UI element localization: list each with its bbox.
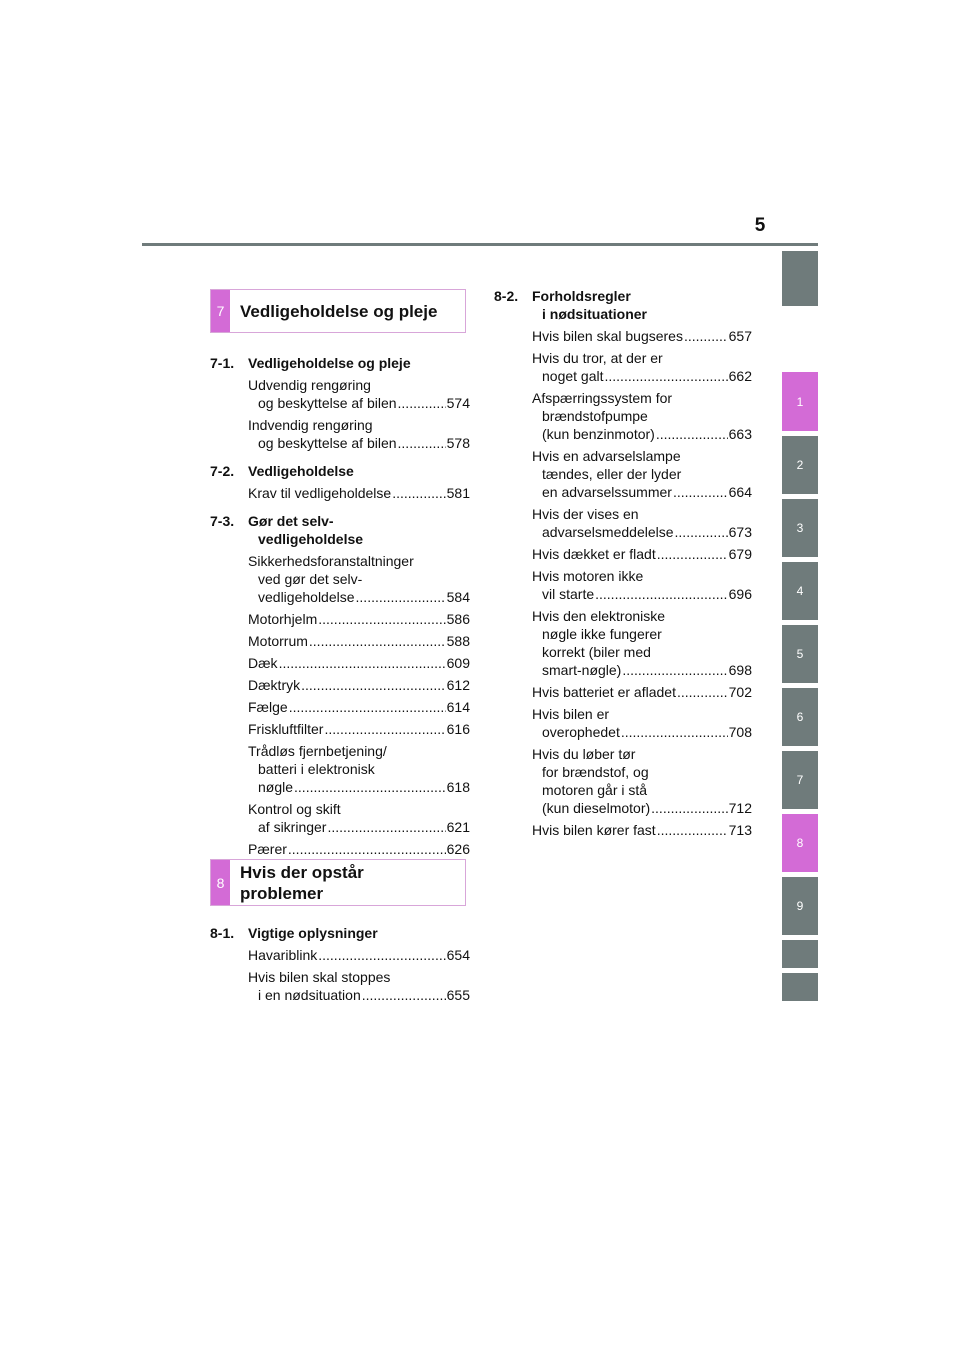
toc-entry[interactable]: Hvis du løber tør for brændstof, og motoren går i stå (kun dieselmotor) ..... 712	[532, 745, 752, 817]
toc-entry[interactable]: Indvendig rengøring og beskyttelse af bilen ..... 578	[248, 416, 470, 452]
toc-entry[interactable]: Sikkerhedsforanstaltninger ved gør det selv- vedligeholdelse ..... 584	[248, 552, 470, 606]
toc-entry[interactable]: Kontrol og skift af sikringer ..... 621	[248, 800, 470, 836]
toc-entry[interactable]: Krav til vedligeholdelse ..... 581	[248, 484, 470, 502]
section-number: 8	[211, 860, 230, 905]
tab-4[interactable]: 4	[782, 562, 818, 620]
toc-entry[interactable]: Fælge ..... 614	[248, 698, 470, 716]
toc-entry[interactable]: Hvis en advarselslampe tændes, eller der lyder en advarselssummer ..... 664	[532, 447, 752, 501]
toc-entry[interactable]: Hvis dækket er fladt ..... 679	[532, 545, 752, 563]
tab-7[interactable]: 7	[782, 751, 818, 809]
tab-blank-1[interactable]	[782, 940, 818, 968]
tab-blank-top[interactable]	[782, 251, 818, 306]
header-rule	[142, 243, 818, 246]
toc-entry[interactable]: Motorhjelm ..... 586	[248, 610, 470, 628]
toc-entry[interactable]: Trådløs fjernbetjening/ batteri i elektronisk nøgle ..... 618	[248, 742, 470, 796]
toc-chapter-7-3[interactable]: 7-3. Gør det selv- vedligeholdelse	[210, 513, 364, 547]
toc-chapter-7-1[interactable]: 7-1. Vedligeholdelse og pleje	[210, 355, 411, 371]
toc-chapter-8-1[interactable]: 8-1. Vigtige oplysninger	[210, 925, 378, 941]
toc-entry[interactable]: Hvis batteriet er afladet ..... 702	[532, 683, 752, 701]
toc-entry[interactable]: Friskluftfilter ..... 616	[248, 720, 470, 738]
toc-entry[interactable]: Hvis der vises en advarselsmeddelelse ..... 673	[532, 505, 752, 541]
tab-3[interactable]: 3	[782, 499, 818, 557]
toc-column-left-top	[210, 354, 470, 862]
toc-entry[interactable]: Hvis bilen skal bugseres ..... 657	[532, 327, 752, 345]
tab-9[interactable]: 9	[782, 877, 818, 935]
tab-8[interactable]: 8	[782, 814, 818, 872]
toc-entry[interactable]: Dæk ..... 609	[248, 654, 470, 672]
toc-entry[interactable]: Dæktryk ..... 612	[248, 676, 470, 694]
toc-entry[interactable]: Afspærringssystem for brændstofpumpe (kun benzinmotor) ..... 663	[532, 389, 752, 443]
section-header-7	[210, 289, 466, 333]
tab-1[interactable]: 1	[782, 372, 818, 431]
toc-chapter-7-2[interactable]: 7-2. Vedligeholdelse	[210, 463, 354, 479]
section-number: 7	[211, 290, 230, 332]
toc-chapter-8-2[interactable]: 8-2. Forholdsregler i nødsituationer	[494, 288, 647, 322]
toc-entry[interactable]: Hvis motoren ikke vil starte ..... 696	[532, 567, 752, 603]
toc-column-right	[494, 287, 752, 843]
tab-blank-2[interactable]	[782, 973, 818, 1001]
toc-entry[interactable]: Hvis den elektroniske nøgle ikke fungerer korrekt (biler med smart-nøgle) ..... 698	[532, 607, 752, 679]
toc-entry[interactable]: Hvis du tror, at der er noget galt ..... 662	[532, 349, 752, 385]
tab-6[interactable]: 6	[782, 688, 818, 746]
toc-column-left-bottom	[210, 924, 470, 1008]
toc-entry[interactable]: Motorrum ..... 588	[248, 632, 470, 650]
section-title: Vedligeholdelse og pleje	[240, 301, 438, 321]
section-header-8	[210, 859, 466, 906]
tab-2[interactable]: 2	[782, 436, 818, 494]
toc-entry[interactable]: Pærer ..... 626	[248, 840, 470, 858]
toc-entry[interactable]: Hvis bilen kører fast ..... 713	[532, 821, 752, 839]
tab-5[interactable]: 5	[782, 625, 818, 683]
page-number: 5	[754, 215, 766, 236]
toc-entry[interactable]: Havariblink ..... 654	[248, 946, 470, 964]
toc-entry[interactable]: Udvendig rengøring og beskyttelse af bilen ..... 574	[248, 376, 470, 412]
toc-entry[interactable]: Hvis bilen er overophedet ..... 708	[532, 705, 752, 741]
section-title: Hvis der opstår problemer	[240, 862, 364, 903]
toc-entry[interactable]: Hvis bilen skal stoppes i en nødsituation ..... 655	[248, 968, 470, 1004]
